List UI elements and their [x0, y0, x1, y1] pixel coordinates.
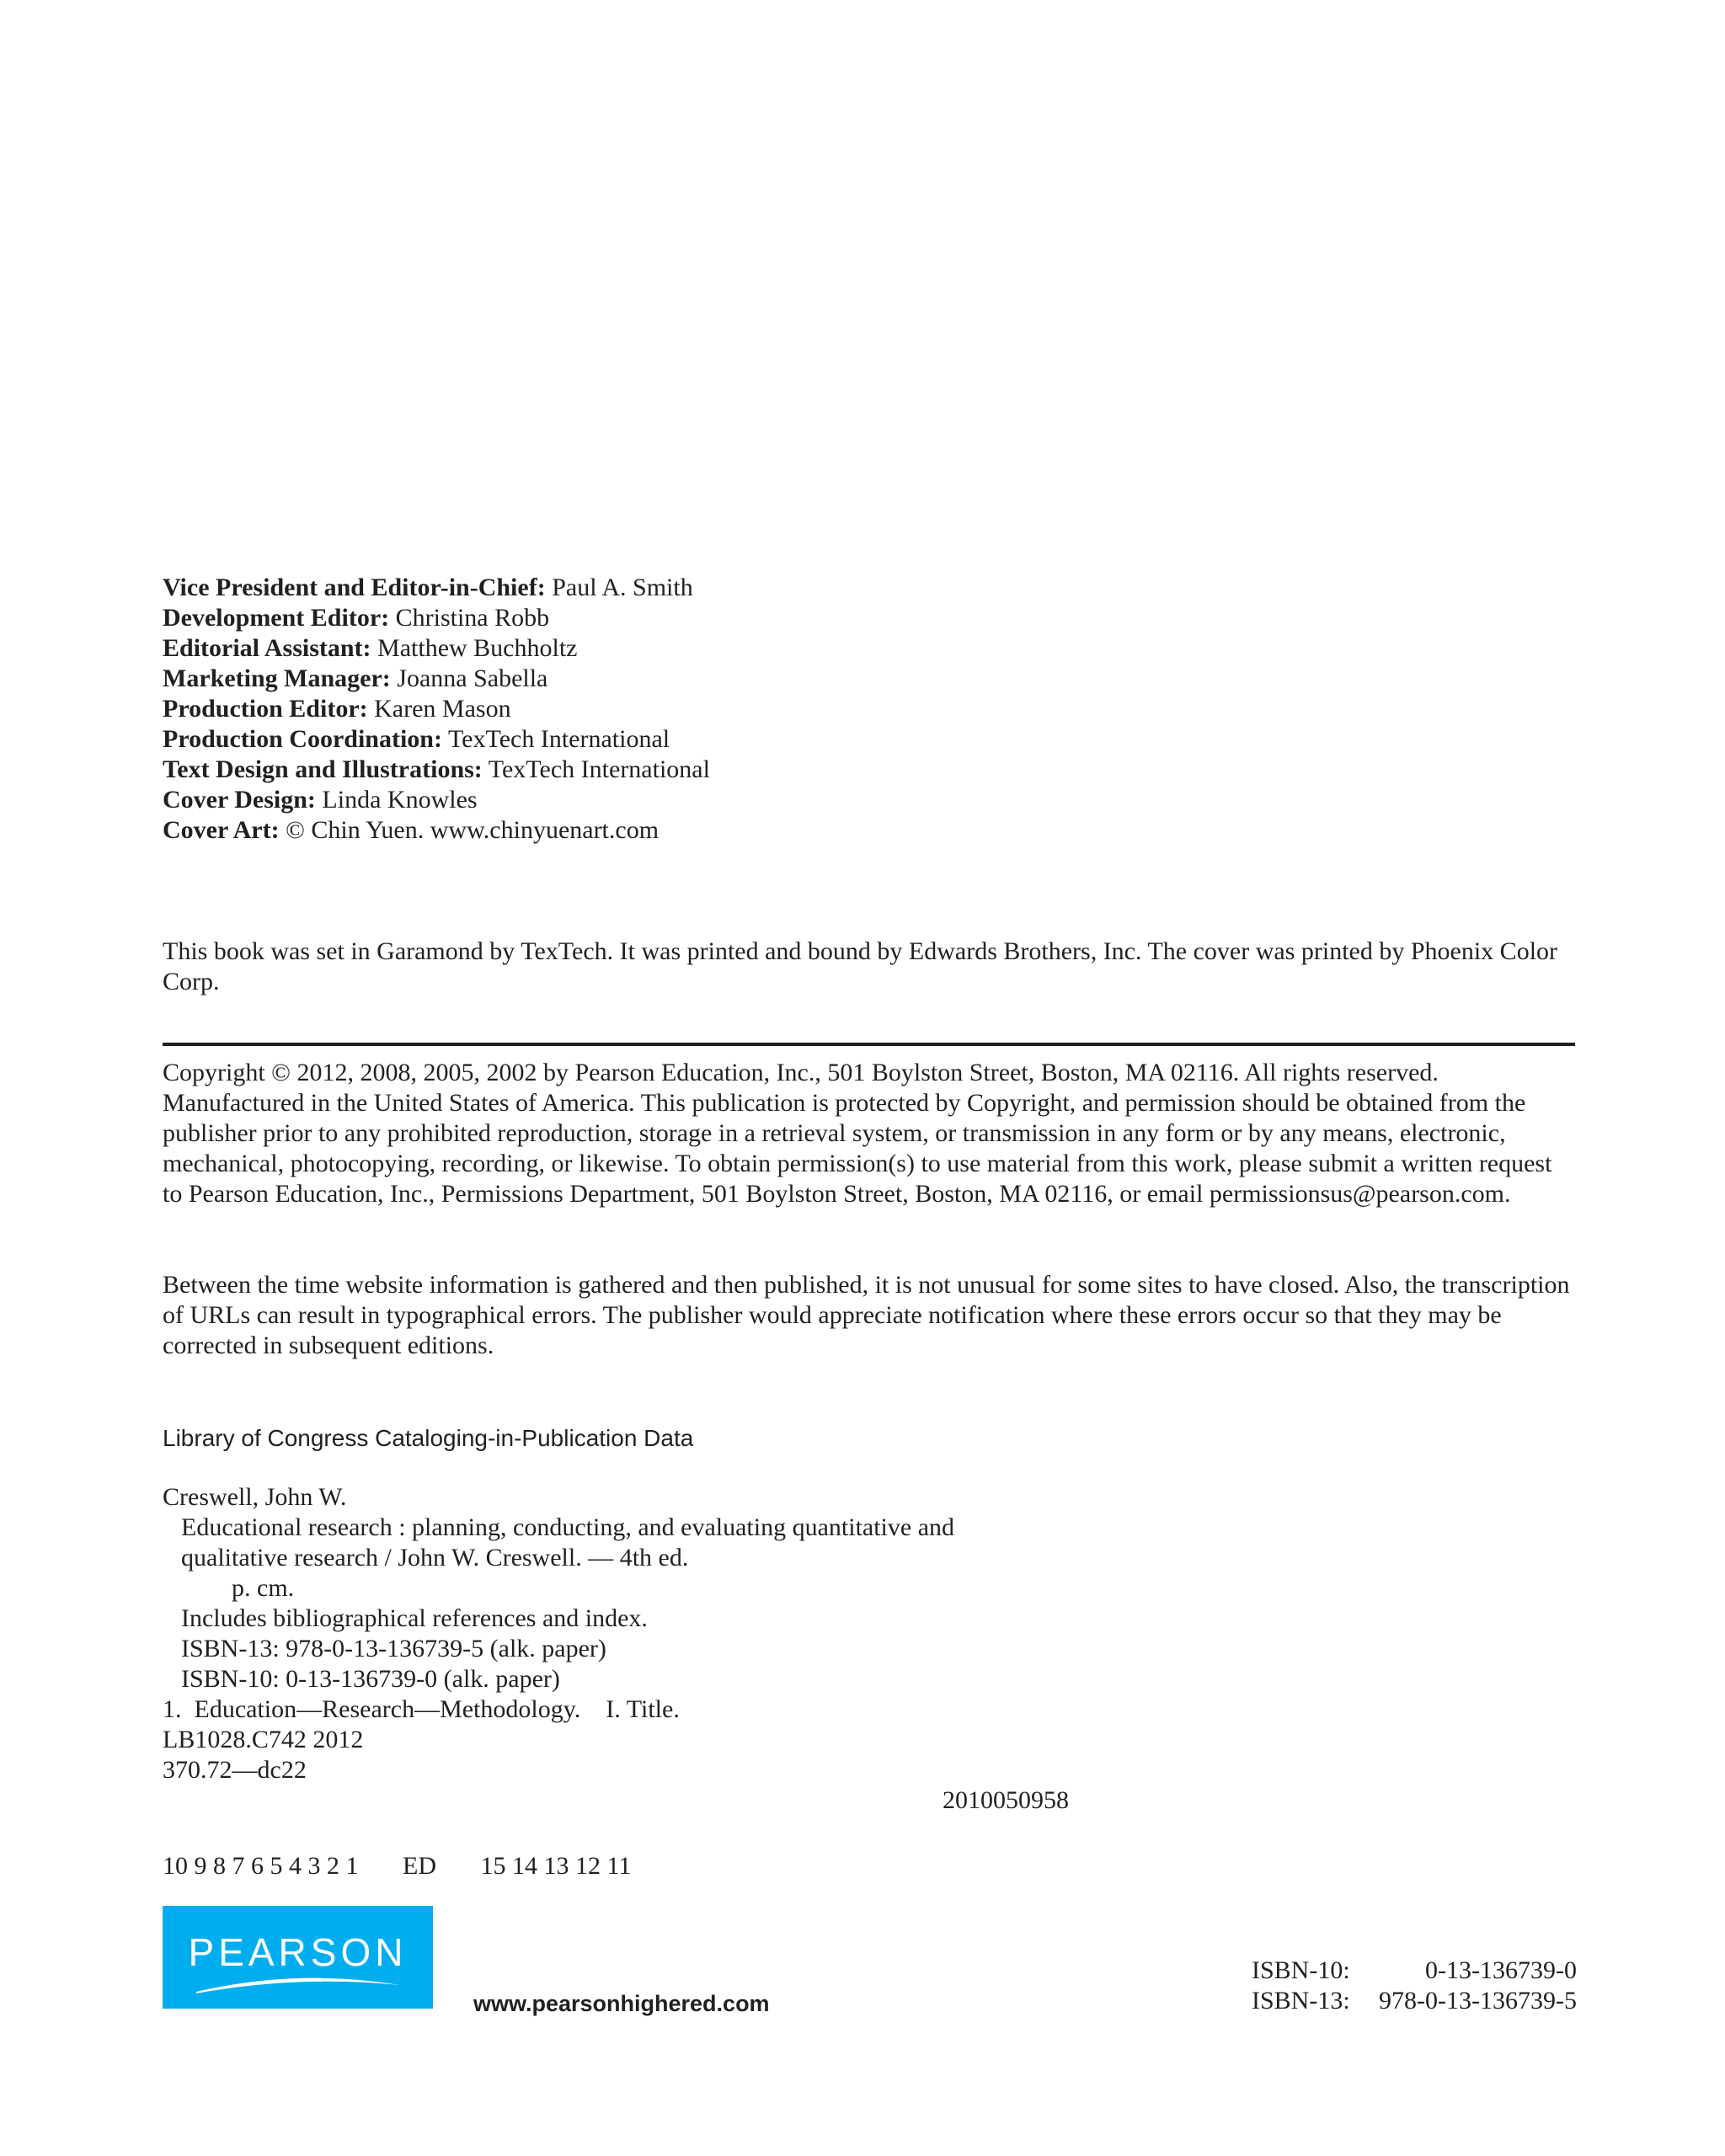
credit-person: Christina Robb [395, 604, 550, 632]
credit-role: Vice President and Editor-in-Chief: [163, 574, 546, 601]
typesetting-note: This book was set in Garamond by TexTech. It was printed and bound by Edwards Brothers, Inc. The cover was printed by Phoenix Color Corp. [163, 937, 1558, 995]
isbn-block [1252, 1956, 1577, 2016]
credit-line [163, 633, 710, 664]
cip-line: qualitative research / John W. Creswell. — 4th ed. [181, 1544, 689, 1572]
cip-record [163, 1482, 1173, 1785]
section-divider [163, 1043, 1575, 1046]
isbn-value: 0-13-136739-0 [1425, 1956, 1577, 1984]
credit-person: Karen Mason [374, 695, 511, 723]
cip-line: Educational research : planning, conducting, and evaluating quantitative and [181, 1513, 955, 1541]
credit-role: Text Design and Illustrations: [163, 755, 483, 783]
credit-line [163, 694, 710, 724]
credit-line [163, 573, 710, 603]
isbn-row [1252, 1986, 1577, 2016]
isbn-label: ISBN-13: [1252, 1987, 1350, 2015]
isbn-value: 978-0-13-136739-5 [1379, 1987, 1577, 2015]
cip-line: Creswell, John W. [163, 1483, 347, 1511]
publisher-url[interactable]: www.pearsonhighered.com [473, 1991, 770, 2016]
credit-line [163, 785, 710, 815]
cip-line: ISBN-13: 978-0-13-136739-5 (alk. paper) [181, 1635, 606, 1662]
credit-line [163, 664, 710, 694]
credit-line [163, 603, 710, 633]
cip-line: ISBN-10: 0-13-136739-0 (alk. paper) [181, 1665, 560, 1693]
credit-person: Matthew Buchholtz [377, 634, 578, 662]
credit-role: Marketing Manager: [163, 664, 391, 692]
printing-line: 10 9 8 7 6 5 4 3 2 1 ED 15 14 13 12 11 [163, 1852, 632, 1880]
credit-person: Linda Knowles [322, 786, 478, 814]
credit-role: Production Editor: [163, 695, 368, 723]
credits-list [163, 573, 710, 846]
credit-person: TexTech International [488, 755, 710, 783]
credit-person: Joanna Sabella [397, 664, 548, 692]
isbn-row [1252, 1956, 1577, 1986]
cip-line: Includes bibliographical references and index. [181, 1604, 648, 1632]
credit-person: TexTech International [447, 725, 670, 753]
cip-line: 1. Education—Research—Methodology. I. Title. [163, 1695, 680, 1723]
swoosh-icon [195, 1973, 402, 1995]
pearson-logo-text: PEARSON [188, 1930, 408, 1974]
credit-role: Cover Design: [163, 786, 316, 814]
lccn-number: 2010050958 [943, 1786, 1069, 1814]
credit-line [163, 755, 710, 785]
credit-role: Production Coordination: [163, 725, 442, 753]
credit-person: © Chin Yuen. www.chinyuenart.com [286, 816, 660, 844]
url-disclaimer: Between the time website information is gathered and then published, it is not unusual for some sites to have closed. Also, the transcription of URLs can result in typographical errors. The publisher would appreciate notification where these errors occur so that they may be corrected in subsequent editions. [163, 1271, 1570, 1359]
credit-person: Paul A. Smith [552, 574, 693, 601]
credit-line [163, 815, 710, 846]
cip-heading: Library of Congress Cataloging-in-Publication Data [163, 1425, 694, 1451]
credit-role: Editorial Assistant: [163, 634, 371, 662]
cip-line: LB1028.C742 2012 [163, 1726, 364, 1753]
credit-line [163, 724, 710, 755]
copyright-notice: Copyright © 2012, 2008, 2005, 2002 by Pearson Education, Inc., 501 Boylston Street, Boston, MA 02116. All rights reserved. Manufactured in the United States of America. This publication is protected by Copyright, and permission should be obtained from the publisher prior to any prohibited reproduction, storage in a retrieval system, or transmission in any form or by any means, electronic, mechanical, photocopying, recording, or likewise. To obtain permission(s) to use material from this work, please submit a written request to Pearson Education, Inc., Permissions Department, 501 Boylston Street, Boston, MA 02116, or email permissionsus@pearson.com. [163, 1059, 1552, 1208]
credit-role: Development Editor: [163, 604, 390, 632]
credit-role: Cover Art: [163, 816, 280, 844]
isbn-label: ISBN-10: [1252, 1956, 1350, 1984]
pearson-logo [163, 1906, 433, 2009]
cip-line: 370.72—dc22 [163, 1756, 307, 1784]
cip-line: p. cm. [232, 1574, 295, 1602]
